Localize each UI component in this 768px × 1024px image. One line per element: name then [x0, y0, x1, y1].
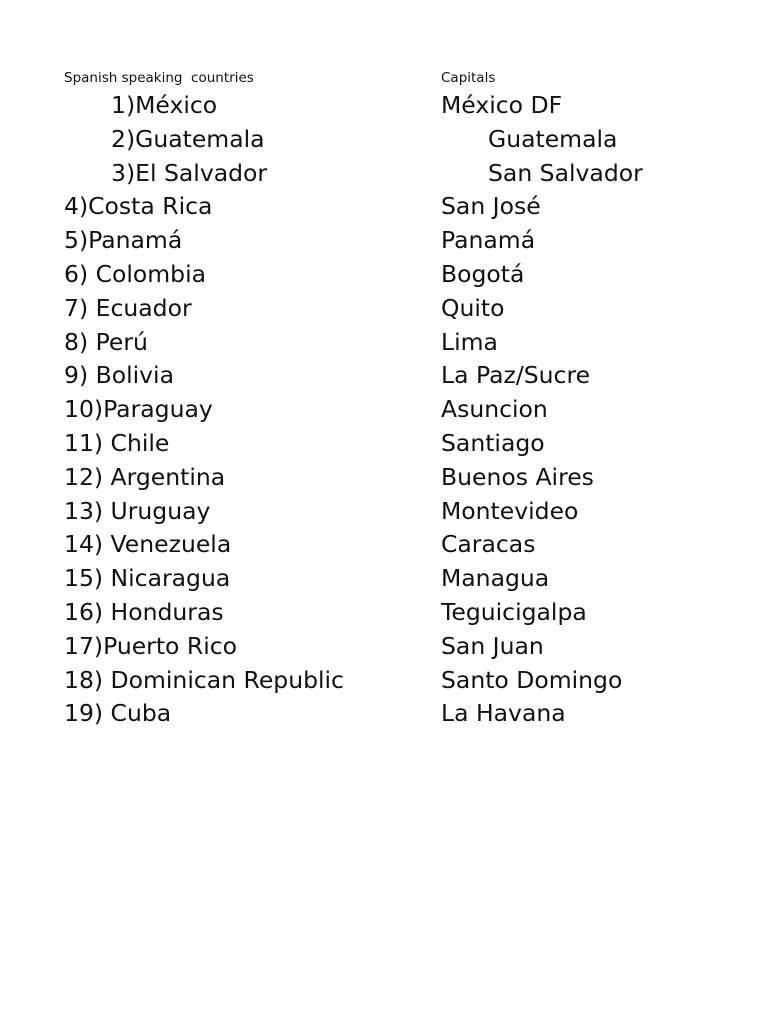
country-item: 16) Honduras — [64, 597, 224, 626]
country-item: 14) Venezuela — [64, 530, 232, 559]
capital-item: San Juan — [441, 631, 544, 660]
capital-item: Asuncion — [441, 395, 548, 424]
capital-item: Caracas — [441, 530, 536, 559]
country-item: 6) Colombia — [64, 259, 207, 288]
capital-item: México DF — [441, 91, 563, 119]
capital-item: Bogotá — [441, 259, 525, 288]
capital-item: La Paz/Sucre — [441, 361, 591, 390]
capital-item: Lima — [441, 327, 498, 356]
country-item: 12) Argentina — [64, 462, 226, 491]
capitals-column-title: Capitals — [441, 70, 496, 86]
capital-item: Santo Domingo — [441, 665, 623, 694]
capital-item: Santiago — [441, 428, 545, 457]
country-item: 11) Chile — [64, 428, 170, 457]
countries-column-title: Spanish speaking countries — [64, 70, 254, 86]
capitals-list — [441, 89, 761, 731]
country-item: 1)México — [111, 91, 218, 119]
country-item: 3)El Salvador — [111, 158, 268, 187]
capital-item: Buenos Aires — [441, 462, 594, 491]
capital-item: Managua — [441, 564, 550, 593]
country-item: 15) Nicaragua — [64, 564, 231, 593]
country-item: 8) Perú — [64, 327, 148, 356]
country-item: 2)Guatemala — [111, 124, 265, 153]
capital-item: San José — [441, 192, 541, 221]
country-item: 18) Dominican Republic — [64, 665, 344, 694]
country-item: 7) Ecuador — [64, 293, 192, 322]
country-item: 5)Panamá — [64, 226, 183, 255]
country-item: 17)Puerto Rico — [64, 631, 238, 660]
country-item: 19) Cuba — [64, 699, 172, 728]
capital-item: Panamá — [441, 226, 536, 255]
country-item: 4)Costa Rica — [64, 192, 213, 221]
capital-item: Guatemala — [488, 124, 618, 153]
country-item: 10)Paraguay — [64, 395, 213, 424]
country-item: 13) Uruguay — [64, 496, 211, 525]
country-item: 9) Bolivia — [64, 361, 174, 390]
capital-item: Quito — [441, 293, 505, 322]
capital-item: Montevideo — [441, 496, 579, 525]
capital-item: La Havana — [441, 699, 566, 728]
capital-item: San Salvador — [488, 158, 643, 187]
capital-item: Teguicigalpa — [441, 597, 587, 626]
countries-list — [64, 89, 434, 731]
